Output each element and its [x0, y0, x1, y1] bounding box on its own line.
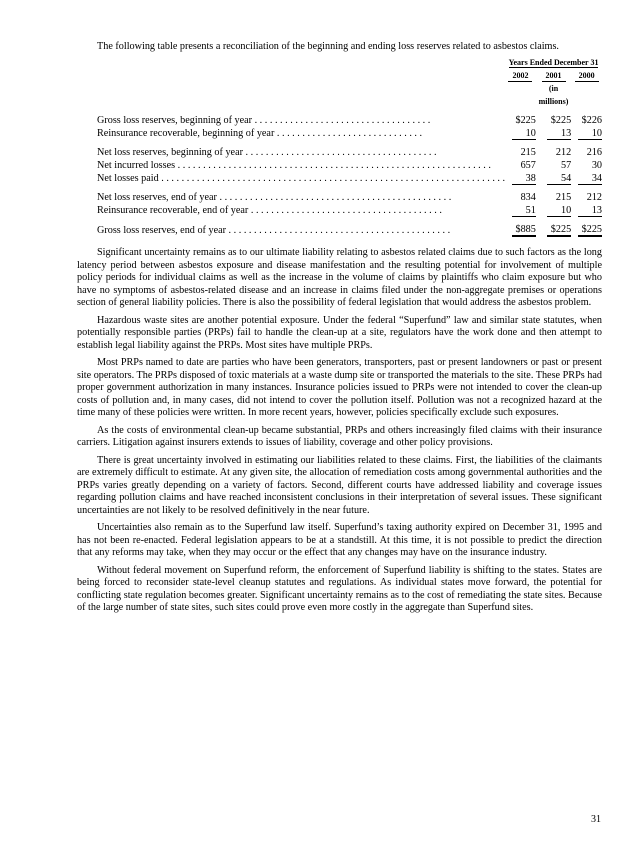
cell-value: 212 — [586, 192, 602, 203]
table-row — [77, 127, 602, 140]
intro-text: The following table presents a reconciliation of the beginning and ending loss reserves related to asbestos claims. — [97, 41, 559, 52]
unit-label: (in millions) — [538, 84, 569, 106]
row-label: Net loss reserves, end of year . . . . . . . . . . . . . . . . . . . . . . . . . . . . . . . . . . . . . . . . . . . . . . — [97, 192, 452, 203]
cell-value: 13 — [547, 128, 571, 140]
paragraph-superfund-law: Uncertainties also remain as to the Superfund law itself. Superfund’s taxing authority expired on December 31, 1995 and has not been re-enacted. Federal legislation appears to be at a standstill. At this time, it is not possible to predict the direction that any reforms may take, when they may occur or the effect that any changes may have on the insurance industry. — [77, 522, 602, 558]
page-content — [77, 40, 602, 620]
table-row — [77, 159, 602, 172]
cell-value: 10 — [512, 128, 536, 140]
cell-value: 34 — [578, 173, 602, 185]
table-header-year-row — [77, 69, 602, 82]
cell-value: 10 — [578, 128, 602, 140]
paragraph-clean-up-costs: As the costs of environmental clean-up became substantial, PRPs and others increasingly filed claims with their insurance carriers. Litigation against insurers extends to issues of liability, coverage and other policy provisions. — [77, 424, 602, 448]
table-row — [77, 172, 602, 185]
row-label: Gross loss reserves, beginning of year . . . . . . . . . . . . . . . . . . . . . . . . . . . . . . . . . . . — [97, 115, 431, 126]
year-header: 2002 — [508, 71, 532, 82]
cell-value: 212 — [555, 147, 572, 158]
row-label: Gross loss reserves, end of year . . . . . . . . . . . . . . . . . . . . . . . . . . . . . . . . . . . . . . . . . . . . — [97, 225, 451, 236]
table-row — [77, 223, 602, 237]
table-header-unit-row — [77, 82, 602, 108]
cell-value: 215 — [520, 147, 536, 158]
table-header-period-row — [77, 56, 602, 69]
period-header: Years Ended December 31 — [508, 58, 599, 67]
row-label: Net incurred losses . . . . . . . . . . . . . . . . . . . . . . . . . . . . . . . . . . . . . . . . . . . . . . . . . . . . . . . . . . . . . . — [97, 160, 491, 171]
year-header: 2000 — [575, 71, 599, 82]
table-row — [77, 114, 602, 127]
row-label: Net losses paid . . . . . . . . . . . . . . . . . . . . . . . . . . . . . . . . . . . . . . . . . . . . . . . . . . . . . . . . . . . . . . . . . . . . — [97, 173, 506, 184]
paragraph-estimation-uncertainty: There is great uncertainty involved in estimating our liabilities related to these claims. First, the liabilities of the claimants are extremely difficult to estimate. At any given site, the allocation of remediation costs among governmental authorities and the PRPs varies greatly depending on a variety of factors. Second, different courts have addressed liability and coverage issues regarding pollution claims and have reached inconsistent conclusions in their interpretation of several issues. These significant uncertainties are not likely to be resolved definitively in the near future. — [77, 454, 602, 516]
asbestos-reserves-table — [77, 56, 602, 237]
row-label: Reinsurance recoverable, end of year . . . . . . . . . . . . . . . . . . . . . . . . . . . . . . . . . . . . . . — [97, 205, 442, 216]
cell-value: 834 — [520, 192, 536, 203]
table-row — [77, 204, 602, 217]
cell-value: $226 — [581, 115, 602, 126]
paragraph-prps: Most PRPs named to date are parties who have been generators, transporters, past or present landowners or past or present site operators. The PRPs disposed of toxic materials at a waste dump site or transported the materials to the site. These PRPs had proper government authorization in many instances. Insurance policies issued to PRPs were not intended to cover the clean-up costs of pollution and, in many cases, did not intend to cover the pollution itself. Pollution was not a recognized hazard at the time many of these policies were written. In more recent years, however, policies specifically exclude such exposures. — [77, 357, 602, 418]
paragraph-state-enforcement: Without federal movement on Superfund reform, the enforcement of Superfund liability is shifting to the states. States are being forced to reconsider state-level cleanup statutes and regulations. As individual states move forward, the potential for conflicting state regulation becomes greater. Significant uncertainty remains as to the cost of remediating the state sites. Because of the large number of state sites, such sites could prove even more costly in the aggregate than Superfund sites. — [77, 564, 602, 613]
paragraph-hazardous-waste: Hazardous waste sites are another potential exposure. Under the federal “Superfund” law and similar state statutes, when potentially responsible parties (PRPs) fail to handle the clean-up at a site, regulators have the work done and then attempt to establish legal liability against the PRPs. Most sites have multiple PRPs. — [77, 314, 602, 351]
cell-value: 57 — [560, 160, 572, 171]
table-row — [77, 191, 602, 204]
cell-value: $885 — [512, 224, 536, 237]
cell-value: 657 — [520, 160, 536, 171]
cell-value: $225 — [550, 115, 572, 126]
cell-value: $225 — [578, 224, 602, 237]
year-header: 2001 — [542, 71, 566, 82]
cell-value: 10 — [547, 205, 571, 217]
cell-value: 38 — [512, 173, 536, 185]
row-label: Net loss reserves, beginning of year . . . . . . . . . . . . . . . . . . . . . . . . . . . . . . . . . . . . . . — [97, 147, 437, 158]
cell-value: 215 — [555, 192, 572, 203]
paragraph-asbestos-uncertainty: Significant uncertainty remains as to our ultimate liability relating to asbestos related claims due to such factors as the long latency period between asbestos exposure and disease manifestation and the resulting potential for involvement of multiple policy periods for individual claims as well as the increase in the volume of claims by plaintiffs who claim exposure but who have no symptoms of asbestos-related disease and an increase in claims filed under the non-aggregate premises or operations section of general liability policies. There is also the possibility of federal legislation that would address the asbestos problem. — [77, 247, 602, 308]
cell-value: $225 — [547, 224, 571, 237]
page-number: 31 — [591, 814, 601, 825]
row-label: Reinsurance recoverable, beginning of year . . . . . . . . . . . . . . . . . . . . . . . . . . . . . — [97, 128, 423, 139]
cell-value: $225 — [515, 115, 536, 126]
cell-value: 51 — [512, 205, 536, 217]
cell-value: 13 — [578, 205, 602, 217]
cell-value: 54 — [547, 173, 571, 185]
cell-value: 30 — [591, 160, 602, 171]
cell-value: 216 — [586, 147, 602, 158]
table-row — [77, 146, 602, 159]
